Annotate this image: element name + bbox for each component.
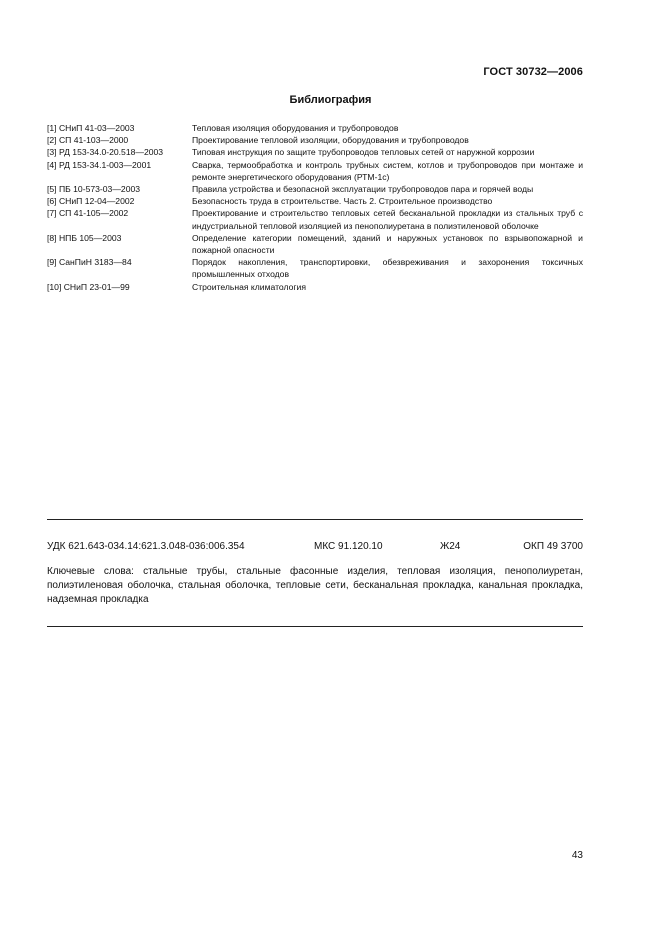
page-number: 43 bbox=[571, 850, 583, 861]
okp-code: ОКП 49 3700 bbox=[523, 541, 583, 552]
entry-reference: [10] СНиП 23-01—99 bbox=[47, 281, 130, 292]
bibliography-entry bbox=[47, 281, 583, 293]
entry-reference: [6] СНиП 12-04—2002 bbox=[47, 196, 135, 207]
bibliography-entry bbox=[47, 232, 583, 256]
entry-description: Строительная климатология bbox=[192, 281, 306, 292]
keywords-paragraph: Ключевые слова: стальные трубы, стальные фасонные изделия, тепловая изоляция, пенополиуретан, полиэтиленовая оболочка, стальная оболочка, тепловые сети, бесканальная прокладка, канальная прокладка, надземная прокладка bbox=[47, 566, 583, 605]
bibliography-entry bbox=[47, 122, 583, 134]
standard-code: ГОСТ 30732—2006 bbox=[483, 66, 583, 78]
bibliography-entry bbox=[47, 195, 583, 207]
entry-reference: [7] СП 41-105—2002 bbox=[47, 208, 129, 219]
entry-description: Правила устройства и безопасной эксплуатации трубопроводов пара и горячей воды bbox=[192, 184, 534, 195]
entry-description: Проектирование тепловой изоляции, оборудования и трубопроводов bbox=[192, 135, 469, 146]
entry-reference: [3] РД 153-34.0-20.518—2003 bbox=[47, 147, 164, 158]
entry-reference: [8] НПБ 105—2003 bbox=[47, 232, 122, 243]
zh-code: Ж24 bbox=[440, 541, 461, 552]
bibliography-entry bbox=[47, 159, 583, 183]
top-divider bbox=[47, 519, 583, 520]
entry-reference: [5] ПБ 10-573-03—2003 bbox=[47, 184, 141, 195]
bibliography-title: Библиография bbox=[289, 94, 372, 106]
entry-description: Типовая инструкция по защите трубопроводов тепловых сетей от наружной коррозии bbox=[192, 147, 535, 158]
entry-description: Проектирование и строительство тепловых сетей бесканальной прокладки из стальных труб с индустриальной тепловой изоляцией из пенополиуретана в полиэтиленовой оболочке bbox=[192, 208, 583, 231]
entry-description: Безопасность труда в строительстве. Часть 2. Строительное производство bbox=[192, 196, 493, 207]
mks-code: МКС 91.120.10 bbox=[314, 541, 383, 552]
entry-reference: [2] СП 41-103—2000 bbox=[47, 135, 129, 146]
bibliography-entry bbox=[47, 256, 583, 280]
bibliography-list bbox=[47, 122, 583, 293]
entry-reference: [4] РД 153-34.1-003—2001 bbox=[47, 159, 152, 170]
bottom-divider bbox=[47, 626, 583, 627]
entry-reference: [1] СНиП 41-03—2003 bbox=[47, 123, 135, 133]
entry-reference: [9] СанПиН 3183—84 bbox=[47, 257, 132, 268]
entry-description: Определение категории помещений, зданий и наружных установок по взрывопожарной и пожарной опасности bbox=[192, 232, 583, 256]
entry-description: Сварка, термообработка и контроль трубных систем, котлов и трубопроводов при монтаже и ремонте энергетического оборудования (РТМ-1с) bbox=[192, 159, 583, 182]
bibliography-entry bbox=[47, 183, 583, 195]
entry-description: Тепловая изоляция оборудования и трубопроводов bbox=[192, 123, 399, 133]
bibliography-entry bbox=[47, 146, 583, 158]
bibliography-entry bbox=[47, 134, 583, 146]
entry-description: Порядок накопления, транспортировки, обезвреживания и захоронения токсичных промышленных отходов bbox=[192, 257, 583, 280]
udk-code: УДК 621.643-034.14:621.3.048-036:006.354 bbox=[47, 541, 245, 552]
bibliography-entry bbox=[47, 207, 583, 231]
